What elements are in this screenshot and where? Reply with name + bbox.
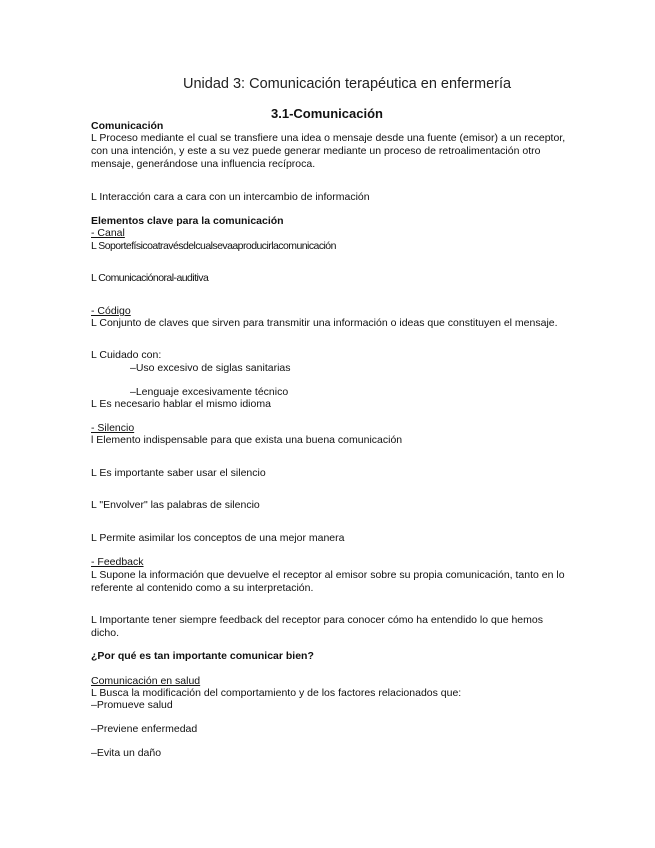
codigo-sub-1: –Uso excesivo de siglas sanitarias xyxy=(130,362,291,374)
document-title: Unidad 3: Comunicación terapéutica en enfermería xyxy=(183,76,512,92)
canal-item-1: L Soportefísicoatravésdelcualsevaaproducirlacomunicación xyxy=(91,240,336,252)
silencio-item-4: L Permite asimilar los conceptos de una mejor manera xyxy=(91,532,345,544)
canal-item-2: L Comunicaciónoral-auditiva xyxy=(91,272,209,284)
salud-intro: L Busca la modificación del comportamiento y de los factores relacionados que: xyxy=(91,687,462,699)
silencio-item-1: l Elemento indispensable para que exista una buena comunicación xyxy=(91,434,403,446)
feedback-item-2: L Importante tener siempre feedback del receptor para conocer cómo ha entendido lo que hemos dicho. xyxy=(91,614,543,639)
codigo-sub-2: –Lenguaje excesivamente técnico xyxy=(130,386,289,398)
codigo-cuidado: L Cuidado con: xyxy=(91,349,162,361)
salud-item-2: –Previene enfermedad xyxy=(91,723,198,735)
silencio-item-3: L "Envolver" las palabras de silencio xyxy=(91,499,260,511)
section-title: 3.1-Comunicación xyxy=(271,106,383,121)
salud-item-3: –Evita un daño xyxy=(91,747,162,759)
silencio-item-2: L Es importante saber usar el silencio xyxy=(91,467,266,479)
comunicacion-heading: Comunicación xyxy=(91,120,164,132)
feedback-heading: - Feedback xyxy=(91,556,144,568)
canal-heading: - Canal xyxy=(91,227,125,239)
codigo-item-2: L Es necesario hablar el mismo idioma xyxy=(91,398,271,410)
importancia-heading: ¿Por qué es tan importante comunicar bien? xyxy=(91,650,314,662)
comunicacion-definition: L Proceso mediante el cual se transfiere una idea o mensaje desde una fuente (emisor) a un receptor, con una intención, y este a su vez puede generar mediante un proceso de retroalimentación otro mensaje, generándose una influencia recíproca. xyxy=(91,132,566,170)
salud-item-1: –Promueve salud xyxy=(91,699,173,711)
elementos-heading: Elementos clave para la comunicación xyxy=(91,215,284,227)
silencio-heading: - Silencio xyxy=(91,422,135,434)
codigo-heading: - Código xyxy=(91,305,131,317)
codigo-item-1: L Conjunto de claves que sirven para transmitir una información o ideas que constituyen el mensaje. xyxy=(91,317,558,329)
feedback-item-1: L Supone la información que devuelve el receptor al emisor sobre su propia comunicación, tanto en lo referente al contenido como a su interpretación. xyxy=(91,569,565,594)
salud-heading: Comunicación en salud xyxy=(91,675,201,687)
comunicacion-interaction: L Interacción cara a cara con un intercambio de información xyxy=(91,191,370,203)
